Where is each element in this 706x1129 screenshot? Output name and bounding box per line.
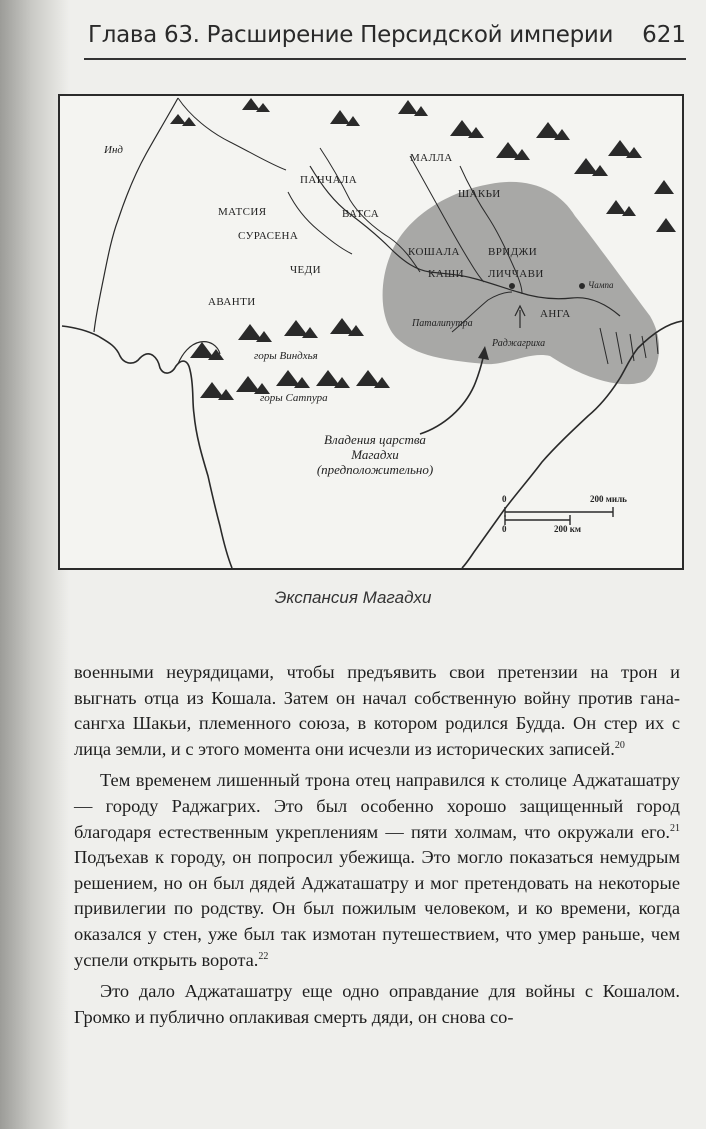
label-vindhya: горы Виндхья bbox=[254, 350, 318, 362]
paragraph-1 bbox=[74, 660, 680, 762]
label-shakya: ШАКЬИ bbox=[458, 188, 501, 200]
running-header bbox=[88, 18, 686, 52]
label-satpura: горы Сатпура bbox=[260, 392, 328, 404]
paragraph-2-text-b: Подъехав к городу, он попросил убежища. Это могло показаться немудрым решением, но он был дядей Аджаташатру и мог претендовать на некоторые привилегии по родству. Он был пожилым человеком, и ко времени, когда оказался у стен, уже был так измотан путешествием, что умер раньше, чем успели открыть ворота. bbox=[74, 847, 680, 970]
paragraph-3: Это дало Аджаташатру еще одно оправдание для войны с Кошалом. Громко и публично оплакивая смерть дяди, он снова со- bbox=[74, 981, 680, 1027]
paragraph-2-text-a: Тем временем лишенный трона отец направился к столице Аджаташатру — городу Раджагрих. Это был особенно хорошо защищенный город благодаря естественным укреплениям — пяти холмам, что окружали его. bbox=[74, 770, 680, 842]
label-licchavi: ЛИЧЧАВИ bbox=[488, 268, 544, 280]
indus-tributary bbox=[178, 98, 286, 170]
map-legend bbox=[290, 432, 460, 477]
label-avanti: АВАНТИ bbox=[208, 296, 256, 308]
label-rajagriha: Раджагриха bbox=[492, 338, 546, 349]
paragraph-1-text: военными неурядицами, чтобы предъявить свои претензии на трон и выгнать отца из Кошала. Затем он начал собственную войну против гана-сангха Шакьи, племенного союза, в котором родился Будда. Он стер их с лица земли, и с этого момента они исчезли из исторических записей. bbox=[74, 662, 680, 759]
label-surasena: СУРАСЕНА bbox=[238, 230, 299, 242]
header-rule bbox=[84, 58, 686, 60]
scale-bar bbox=[505, 507, 613, 525]
scale-zero-bottom: 0 bbox=[502, 524, 507, 534]
label-indus: Инд bbox=[104, 144, 123, 156]
legend-line-2: Магадхи bbox=[351, 447, 399, 462]
label-pataliputra: Паталипутра bbox=[412, 318, 473, 329]
label-vrijji: ВРИДЖИ bbox=[488, 246, 538, 258]
label-matsia: МАТСИЯ bbox=[218, 206, 267, 218]
footnote-ref-21[interactable]: 21 bbox=[670, 822, 680, 834]
city-dot-champa bbox=[579, 283, 585, 289]
label-anga: АНГА bbox=[540, 308, 571, 320]
footnote-ref-20[interactable]: 20 bbox=[614, 739, 625, 751]
indus-river bbox=[94, 98, 178, 332]
scale-km-label: 200 км bbox=[554, 524, 582, 534]
label-kashi: КАШИ bbox=[428, 268, 464, 280]
coastline bbox=[62, 326, 232, 568]
chambal-river bbox=[288, 192, 352, 254]
label-chedi: ЧЕДИ bbox=[290, 264, 321, 276]
map-figure bbox=[58, 94, 684, 570]
chapter-title: Глава 63. Расширение Персидской империи bbox=[88, 22, 614, 48]
legend-arrow bbox=[420, 354, 484, 434]
paragraph-2 bbox=[74, 768, 680, 973]
label-vatsa: ВАТСА bbox=[342, 208, 380, 220]
page-number: 621 bbox=[642, 22, 686, 48]
figure-caption: Экспансия Магадхи bbox=[274, 588, 432, 607]
body-text bbox=[74, 660, 680, 1030]
footnote-ref-22[interactable]: 22 bbox=[258, 950, 269, 962]
legend-line-3: (предположительно) bbox=[316, 462, 434, 477]
map-drawing bbox=[60, 96, 682, 568]
legend-line-1: Владения царства bbox=[324, 432, 426, 447]
scale-zero-top: 0 bbox=[502, 494, 507, 504]
label-kosala: КОШАЛА bbox=[408, 246, 460, 258]
label-malla: МАЛЛА bbox=[410, 152, 453, 164]
label-panchala: ПАНЧАЛА bbox=[300, 174, 358, 186]
city-dot-vaishali bbox=[509, 283, 515, 289]
scale-miles-label: 200 миль bbox=[590, 494, 627, 504]
label-champa: Чампа bbox=[588, 280, 614, 290]
